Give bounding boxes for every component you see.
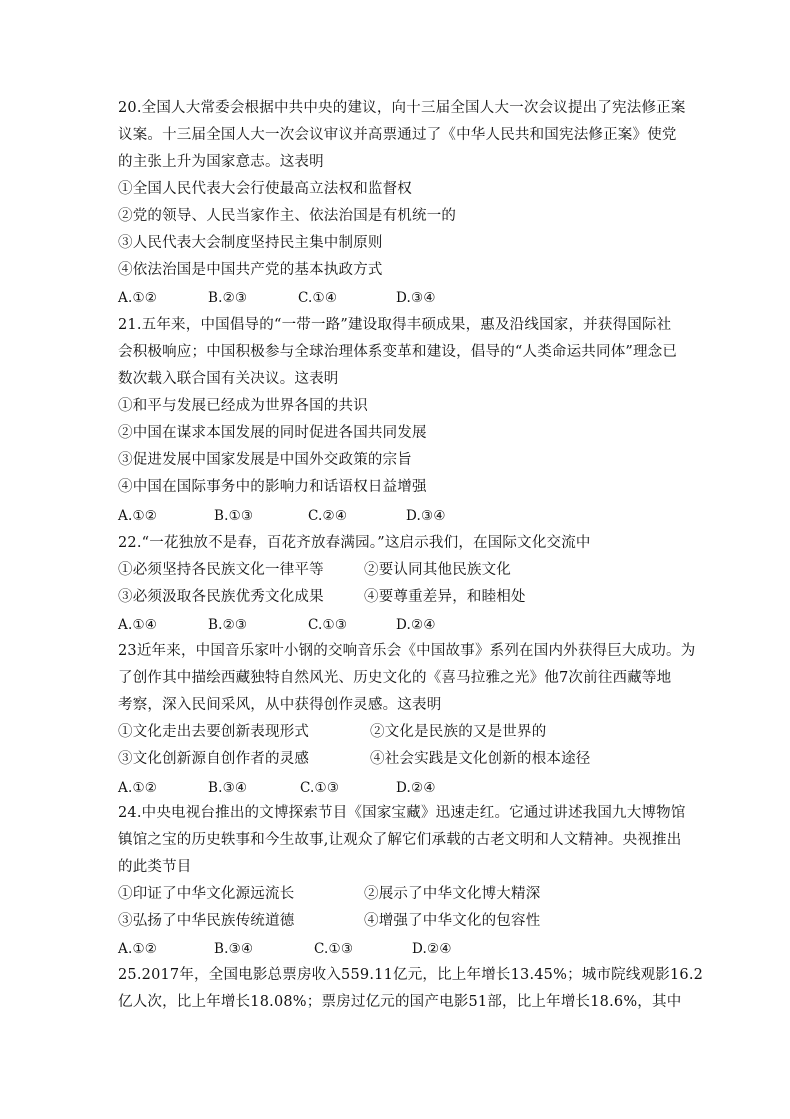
choice-c[interactable]: C.①③ [300, 780, 340, 796]
question-stem-line: 20.全国人大常委会根据中共中央的建议，向十三届全国人大一次会议提出了宪法修正案 [118, 100, 686, 116]
question-stem-line: 数次载入联合国有关决议。这表明 [118, 371, 339, 387]
choice-d[interactable]: D.②④ [412, 941, 452, 957]
statement-1: ①全国人民代表大会行使最高立法权和监督权 [118, 181, 412, 197]
question-stem-line: 21.五年来，中国倡导的“一带一路”建设取得丰硕成果，惠及沿线国家，并获得国际社 [118, 317, 672, 333]
question-stem-line: 会积极响应；中国积极参与全球治理体系变革和建设，倡导的“人类命运共同体”理念已 [118, 344, 678, 360]
statement-4: ④增强了中华文化的包容性 [364, 913, 541, 929]
statement-4: ④中国在国际事务中的影响力和话语权日益增强 [118, 479, 427, 495]
statement-3: ③必须汲取各民族优秀文化成果 [118, 589, 324, 605]
choice-c[interactable]: C.①③ [308, 617, 348, 633]
choice-b[interactable]: B.①③ [214, 508, 254, 524]
statement-2: ②展示了中华文化博大精深 [364, 886, 541, 902]
statement-1: ①和平与发展已经成为世界各国的共识 [118, 398, 368, 414]
choice-a[interactable]: A.①② [118, 290, 158, 306]
question-stem-line: 的此类节目 [118, 859, 192, 875]
choice-b[interactable]: B.③④ [214, 941, 254, 957]
question-stem-line: 了创作其中描绘西藏独特自然风光、历史文化的《喜马拉雅之光》他7次前往西藏等地 [118, 670, 672, 686]
choice-a[interactable]: A.①② [118, 941, 158, 957]
statement-4: ④社会实践是文化创新的根本途径 [370, 751, 591, 767]
statement-3: ③弘扬了中华民族传统道德 [118, 913, 295, 929]
statement-2: ②中国在谋求本国发展的同时促进各国共同发展 [118, 425, 427, 441]
question-stem-line: 镇馆之宝的历史轶事和今生故事,让观众了解它们承载的古老文明和人文精神。央视推出 [118, 832, 682, 848]
choice-d[interactable]: D.②④ [396, 780, 436, 796]
question-stem-line: 23近年来，中国音乐家叶小钢的交响音乐会《中国故事》系列在国内外获得巨大成功。为 [118, 643, 696, 659]
statement-2: ②文化是民族的又是世界的 [370, 724, 547, 740]
choice-b[interactable]: B.②③ [208, 617, 248, 633]
choice-a[interactable]: A.①② [118, 780, 158, 796]
statement-2: ②要认同其他民族文化 [364, 562, 511, 578]
choice-c[interactable]: C.②④ [308, 508, 348, 524]
question-stem-line: 22.“一花独放不是春，百花齐放春满园。”这启示我们，在国际文化交流中 [118, 535, 591, 551]
statement-1: ①文化走出去要创新表现形式 [118, 724, 310, 740]
statement-1: ①印证了中华文化源远流长 [118, 886, 295, 902]
choice-d[interactable]: D.③④ [406, 508, 446, 524]
question-stem-line: 的主张上升为国家意志。这表明 [118, 154, 324, 170]
question-stem-line: 24.中央电视台推出的文博探索节目《国家宝藏》迅速走红。它通过讲述我国九大博物馆 [118, 805, 686, 821]
statement-3: ③文化创新源自创作者的灵感 [118, 751, 310, 767]
question-stem-line: 25.2017年，全国电影总票房收入559.11亿元，比上年增长13.45%；城市院线观影16.2 [118, 967, 704, 983]
choice-a[interactable]: A.①④ [118, 617, 158, 633]
statement-4: ④要尊重差异，和睦相处 [364, 589, 526, 605]
statement-1: ①必须坚持各民族文化一律平等 [118, 562, 324, 578]
statement-4: ④依法治国是中国共产党的基本执政方式 [118, 262, 383, 278]
choice-d[interactable]: D.③④ [396, 290, 436, 306]
choice-a[interactable]: A.①② [118, 508, 158, 524]
choice-d[interactable]: D.②④ [396, 617, 436, 633]
choice-c[interactable]: C.①③ [314, 941, 354, 957]
choice-c[interactable]: C.①④ [298, 290, 338, 306]
statement-2: ②党的领导、人民当家作主、依法治国是有机统一的 [118, 208, 457, 224]
statement-3: ③人民代表大会制度坚持民主集中制原则 [118, 235, 383, 251]
choice-b[interactable]: B.②③ [208, 290, 248, 306]
statement-3: ③促进发展中国家发展是中国外交政策的宗旨 [118, 452, 412, 468]
question-stem-line: 议案。十三届全国人大一次会议审议并高票通过了《中华人民共和国宪法修正案》使党 [118, 127, 677, 143]
question-stem-line: 考察，深入民间采风，从中获得创作灵感。这表明 [118, 697, 442, 713]
choice-b[interactable]: B.③④ [208, 780, 248, 796]
question-stem-line: 亿人次，比上年增长18.08%；票房过亿元的国产电影51部，比上年增长18.6%，其中 [118, 994, 682, 1010]
